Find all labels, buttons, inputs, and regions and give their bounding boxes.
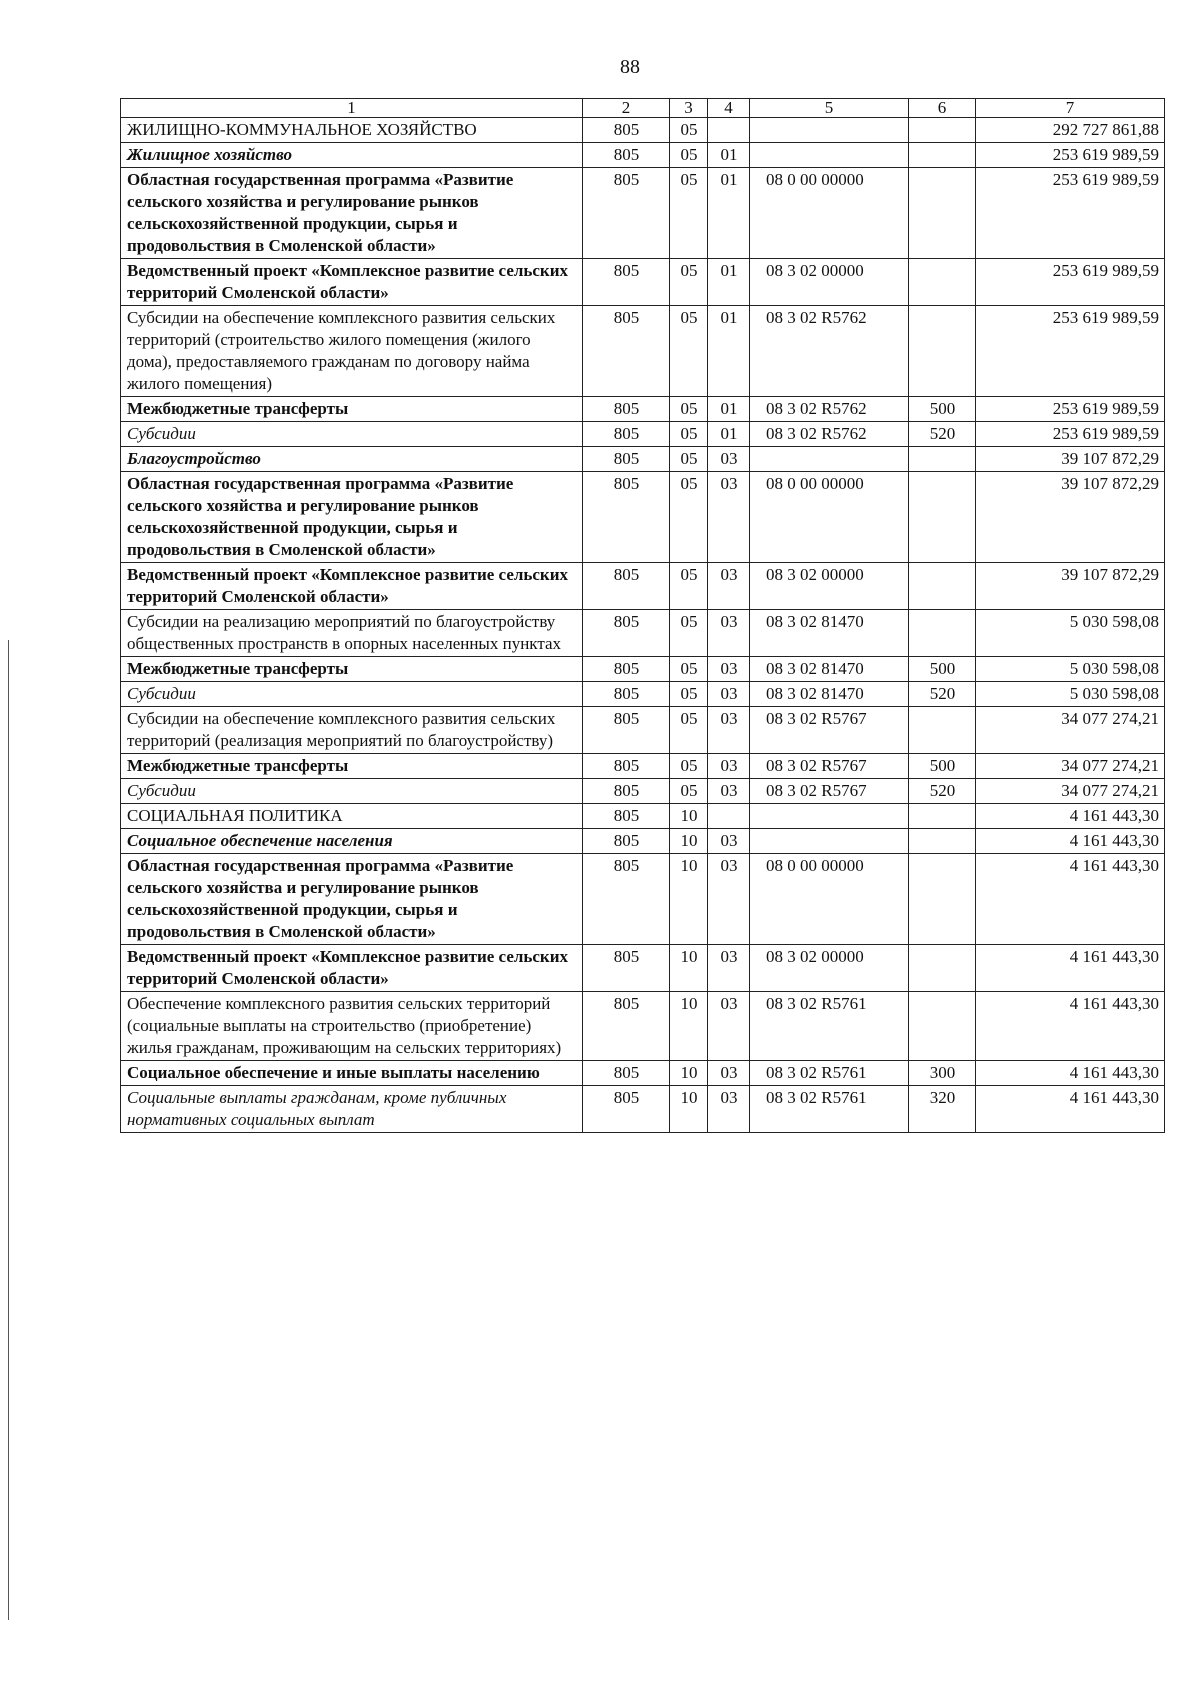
- section-code-cell: 05: [670, 472, 708, 563]
- expense-name-cell: Субсидии на обеспечение комплексного развития сельских территорий (реализация мероприятий по благоустройству): [121, 707, 583, 754]
- amount-cell: 253 619 989,59: [976, 143, 1165, 168]
- table-row: [121, 829, 1165, 854]
- amount-cell: 253 619 989,59: [976, 422, 1165, 447]
- amount-cell: 4 161 443,30: [976, 1061, 1165, 1086]
- target-article-cell: [750, 447, 909, 472]
- amount-cell: 4 161 443,30: [976, 804, 1165, 829]
- subsection-code-cell: 03: [708, 779, 750, 804]
- expense-name-cell: Социальное обеспечение населения: [121, 829, 583, 854]
- subsection-code-cell: 03: [708, 754, 750, 779]
- amount-cell: 5 030 598,08: [976, 610, 1165, 657]
- section-code-cell: 05: [670, 168, 708, 259]
- target-article-cell: 08 3 02 00000: [750, 259, 909, 306]
- ministry-code-cell: 805: [583, 306, 670, 397]
- expense-type-cell: 520: [909, 682, 976, 707]
- table-row: [121, 854, 1165, 945]
- target-article-cell: 08 3 02 R5761: [750, 1061, 909, 1086]
- expense-type-cell: [909, 829, 976, 854]
- section-code-cell: 05: [670, 306, 708, 397]
- subsection-code-cell: 03: [708, 682, 750, 707]
- expense-name-cell: Обеспечение комплексного развития сельских территорий (социальные выплаты на строительство (приобретение) жилья гражданам, проживающим на сельских территориях): [121, 992, 583, 1061]
- ministry-code-cell: 805: [583, 259, 670, 306]
- subsection-code-cell: 01: [708, 168, 750, 259]
- target-article-cell: 08 3 02 81470: [750, 657, 909, 682]
- ministry-code-cell: 805: [583, 143, 670, 168]
- ministry-code-cell: 805: [583, 563, 670, 610]
- target-article-cell: 08 3 02 81470: [750, 682, 909, 707]
- expense-name-cell: Субсидии на обеспечение комплексного развития сельских территорий (строительство жилого помещения (жилого дома), предоставляемого гражданам по договору найма жилого помещения): [121, 306, 583, 397]
- subsection-code-cell: 01: [708, 143, 750, 168]
- subsection-code-cell: 03: [708, 992, 750, 1061]
- ministry-code-cell: 805: [583, 754, 670, 779]
- expense-type-cell: [909, 143, 976, 168]
- ministry-code-cell: 805: [583, 779, 670, 804]
- subsection-code-cell: 03: [708, 563, 750, 610]
- section-code-cell: 10: [670, 1086, 708, 1133]
- amount-cell: 4 161 443,30: [976, 1086, 1165, 1133]
- section-code-cell: 05: [670, 118, 708, 143]
- table-row: [121, 1086, 1165, 1133]
- table-row: [121, 610, 1165, 657]
- amount-cell: 253 619 989,59: [976, 397, 1165, 422]
- table-row: [121, 992, 1165, 1061]
- expense-type-cell: [909, 992, 976, 1061]
- section-code-cell: 05: [670, 143, 708, 168]
- expense-name-cell: Субсидии: [121, 422, 583, 447]
- expense-type-cell: [909, 854, 976, 945]
- table-row: [121, 143, 1165, 168]
- scan-margin-line: [8, 640, 9, 1620]
- expense-type-cell: [909, 447, 976, 472]
- expense-type-cell: 320: [909, 1086, 976, 1133]
- expense-name-cell: Социальное обеспечение и иные выплаты населению: [121, 1061, 583, 1086]
- target-article-cell: 08 3 02 R5762: [750, 306, 909, 397]
- section-code-cell: 05: [670, 447, 708, 472]
- section-code-cell: 10: [670, 992, 708, 1061]
- page-number: 88: [620, 56, 640, 78]
- target-article-cell: 08 3 02 R5767: [750, 779, 909, 804]
- target-article-cell: 08 3 02 81470: [750, 610, 909, 657]
- target-article-cell: 08 3 02 R5762: [750, 397, 909, 422]
- ministry-code-cell: 805: [583, 854, 670, 945]
- amount-cell: 39 107 872,29: [976, 563, 1165, 610]
- expense-name-cell: ЖИЛИЩНО-КОММУНАЛЬНОЕ ХОЗЯЙСТВО: [121, 118, 583, 143]
- ministry-code-cell: 805: [583, 1061, 670, 1086]
- amount-cell: 253 619 989,59: [976, 306, 1165, 397]
- amount-cell: 39 107 872,29: [976, 472, 1165, 563]
- target-article-cell: 08 3 02 R5767: [750, 754, 909, 779]
- section-code-cell: 05: [670, 657, 708, 682]
- expense-type-cell: [909, 472, 976, 563]
- target-article-cell: 08 3 02 00000: [750, 563, 909, 610]
- subsection-code-cell: 03: [708, 1061, 750, 1086]
- expense-name-cell: Межбюджетные трансферты: [121, 397, 583, 422]
- target-article-cell: [750, 143, 909, 168]
- expense-type-cell: 520: [909, 779, 976, 804]
- amount-cell: 253 619 989,59: [976, 259, 1165, 306]
- section-code-cell: 05: [670, 610, 708, 657]
- expense-name-cell: Областная государственная программа «Развитие сельского хозяйства и регулирование рынков сельскохозяйственной продукции, сырья и продовольствия в Смоленской области»: [121, 472, 583, 563]
- table-row: [121, 945, 1165, 992]
- table-header-row: [121, 99, 1165, 118]
- expense-type-cell: [909, 945, 976, 992]
- target-article-cell: 08 3 02 R5762: [750, 422, 909, 447]
- ministry-code-cell: 805: [583, 804, 670, 829]
- ministry-code-cell: 805: [583, 829, 670, 854]
- ministry-code-cell: 805: [583, 472, 670, 563]
- ministry-code-cell: 805: [583, 118, 670, 143]
- target-article-cell: 08 0 00 00000: [750, 168, 909, 259]
- subsection-code-cell: 01: [708, 397, 750, 422]
- target-article-cell: 08 0 00 00000: [750, 472, 909, 563]
- expense-name-cell: Субсидии: [121, 779, 583, 804]
- section-code-cell: 10: [670, 945, 708, 992]
- table-row: [121, 472, 1165, 563]
- table-row: [121, 259, 1165, 306]
- expense-type-cell: 300: [909, 1061, 976, 1086]
- expense-name-cell: Ведомственный проект «Комплексное развитие сельских территорий Смоленской области»: [121, 563, 583, 610]
- expense-type-cell: [909, 306, 976, 397]
- expense-type-cell: [909, 707, 976, 754]
- expense-name-cell: Субсидии на реализацию мероприятий по благоустройству общественных пространств в опорных населенных пунктах: [121, 610, 583, 657]
- subsection-code-cell: 03: [708, 447, 750, 472]
- expense-type-cell: 500: [909, 754, 976, 779]
- subsection-code-cell: 03: [708, 657, 750, 682]
- table-row: [121, 1061, 1165, 1086]
- expense-name-cell: Ведомственный проект «Комплексное развитие сельских территорий Смоленской области»: [121, 259, 583, 306]
- table-row: [121, 397, 1165, 422]
- expense-name-cell: Социальные выплаты гражданам, кроме публичных нормативных социальных выплат: [121, 1086, 583, 1133]
- table-row: [121, 563, 1165, 610]
- expense-name-cell: Субсидии: [121, 682, 583, 707]
- column-header: 6: [909, 99, 976, 118]
- subsection-code-cell: 03: [708, 707, 750, 754]
- amount-cell: 253 619 989,59: [976, 168, 1165, 259]
- ministry-code-cell: 805: [583, 1086, 670, 1133]
- amount-cell: 5 030 598,08: [976, 657, 1165, 682]
- target-article-cell: 08 3 02 R5761: [750, 992, 909, 1061]
- subsection-code-cell: [708, 804, 750, 829]
- subsection-code-cell: 03: [708, 472, 750, 563]
- table-row: [121, 707, 1165, 754]
- table-row: [121, 804, 1165, 829]
- target-article-cell: 08 3 02 R5761: [750, 1086, 909, 1133]
- amount-cell: 34 077 274,21: [976, 707, 1165, 754]
- subsection-code-cell: 01: [708, 306, 750, 397]
- column-header: 1: [121, 99, 583, 118]
- section-code-cell: 10: [670, 829, 708, 854]
- table-row: [121, 447, 1165, 472]
- expense-name-cell: Областная государственная программа «Развитие сельского хозяйства и регулирование рынков сельскохозяйственной продукции, сырья и продовольствия в Смоленской области»: [121, 854, 583, 945]
- table-row: [121, 682, 1165, 707]
- column-header: 7: [976, 99, 1165, 118]
- expense-type-cell: [909, 563, 976, 610]
- expense-type-cell: [909, 610, 976, 657]
- section-code-cell: 10: [670, 1061, 708, 1086]
- section-code-cell: 05: [670, 259, 708, 306]
- ministry-code-cell: 805: [583, 610, 670, 657]
- amount-cell: 34 077 274,21: [976, 754, 1165, 779]
- expense-name-cell: Ведомственный проект «Комплексное развитие сельских территорий Смоленской области»: [121, 945, 583, 992]
- table-row: [121, 118, 1165, 143]
- expense-type-cell: [909, 118, 976, 143]
- table-row: [121, 657, 1165, 682]
- subsection-code-cell: 03: [708, 610, 750, 657]
- table-row: [121, 306, 1165, 397]
- target-article-cell: [750, 804, 909, 829]
- table-row: [121, 168, 1165, 259]
- section-code-cell: 05: [670, 422, 708, 447]
- subsection-code-cell: 01: [708, 422, 750, 447]
- ministry-code-cell: 805: [583, 447, 670, 472]
- amount-cell: 4 161 443,30: [976, 945, 1165, 992]
- expense-type-cell: [909, 259, 976, 306]
- target-article-cell: 08 3 02 R5767: [750, 707, 909, 754]
- column-header: 5: [750, 99, 909, 118]
- subsection-code-cell: 03: [708, 829, 750, 854]
- section-code-cell: 05: [670, 682, 708, 707]
- section-code-cell: 05: [670, 779, 708, 804]
- ministry-code-cell: 805: [583, 657, 670, 682]
- amount-cell: 39 107 872,29: [976, 447, 1165, 472]
- section-code-cell: 10: [670, 854, 708, 945]
- section-code-cell: 05: [670, 707, 708, 754]
- ministry-code-cell: 805: [583, 682, 670, 707]
- expense-name-cell: Жилищное хозяйство: [121, 143, 583, 168]
- target-article-cell: 08 3 02 00000: [750, 945, 909, 992]
- expense-name-cell: Межбюджетные трансферты: [121, 754, 583, 779]
- subsection-code-cell: 03: [708, 945, 750, 992]
- target-article-cell: [750, 118, 909, 143]
- ministry-code-cell: 805: [583, 707, 670, 754]
- expense-type-cell: 500: [909, 657, 976, 682]
- ministry-code-cell: 805: [583, 422, 670, 447]
- ministry-code-cell: 805: [583, 397, 670, 422]
- subsection-code-cell: [708, 118, 750, 143]
- budget-table: [120, 98, 1165, 1133]
- amount-cell: 4 161 443,30: [976, 829, 1165, 854]
- amount-cell: 5 030 598,08: [976, 682, 1165, 707]
- column-header: 3: [670, 99, 708, 118]
- subsection-code-cell: 03: [708, 1086, 750, 1133]
- ministry-code-cell: 805: [583, 945, 670, 992]
- table-row: [121, 422, 1165, 447]
- table-row: [121, 754, 1165, 779]
- amount-cell: 4 161 443,30: [976, 854, 1165, 945]
- subsection-code-cell: 01: [708, 259, 750, 306]
- column-header: 2: [583, 99, 670, 118]
- expense-type-cell: [909, 168, 976, 259]
- section-code-cell: 10: [670, 804, 708, 829]
- target-article-cell: 08 0 00 00000: [750, 854, 909, 945]
- section-code-cell: 05: [670, 754, 708, 779]
- expense-type-cell: [909, 804, 976, 829]
- amount-cell: 34 077 274,21: [976, 779, 1165, 804]
- section-code-cell: 05: [670, 397, 708, 422]
- target-article-cell: [750, 829, 909, 854]
- expense-name-cell: Благоустройство: [121, 447, 583, 472]
- expense-name-cell: СОЦИАЛЬНАЯ ПОЛИТИКА: [121, 804, 583, 829]
- amount-cell: 4 161 443,30: [976, 992, 1165, 1061]
- expense-name-cell: Межбюджетные трансферты: [121, 657, 583, 682]
- expense-type-cell: 500: [909, 397, 976, 422]
- expense-name-cell: Областная государственная программа «Развитие сельского хозяйства и регулирование рынков сельскохозяйственной продукции, сырья и продовольствия в Смоленской области»: [121, 168, 583, 259]
- amount-cell: 292 727 861,88: [976, 118, 1165, 143]
- ministry-code-cell: 805: [583, 992, 670, 1061]
- expense-type-cell: 520: [909, 422, 976, 447]
- subsection-code-cell: 03: [708, 854, 750, 945]
- section-code-cell: 05: [670, 563, 708, 610]
- table-row: [121, 779, 1165, 804]
- column-header: 4: [708, 99, 750, 118]
- ministry-code-cell: 805: [583, 168, 670, 259]
